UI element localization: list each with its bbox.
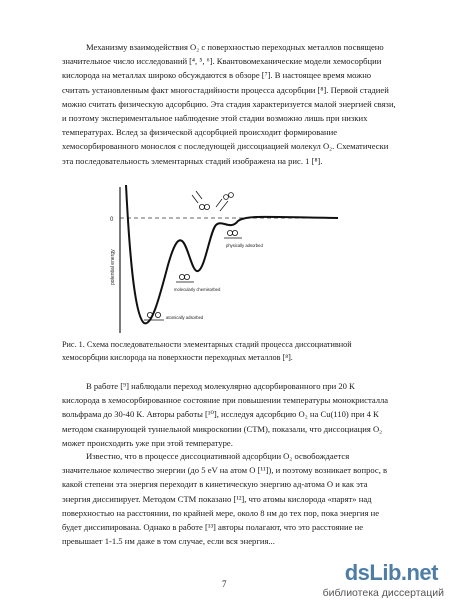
text-line: можно считать физическую адсорбцию. Эта стадия характеризуется малой энергией связи, xyxy=(62,98,396,109)
watermark-logo[interactable]: dsLib.net xyxy=(344,560,438,585)
text-line: значительное количество энергии (до 5 eV на атом O [¹¹]), и поэтому возникает вопрос, в xyxy=(62,465,388,476)
watermark-subtitle: библиотека диссертаций xyxy=(322,587,444,599)
paragraph-energy xyxy=(62,449,402,548)
trajectory-arrows-icon xyxy=(216,193,233,211)
potential-energy-curve xyxy=(126,185,338,323)
label-molecular: molecularly chemisorbed xyxy=(174,287,221,292)
text-line: какой степени эта энергия переходит в кинетическую энергию ад-атома O и как эта xyxy=(62,479,368,490)
zero-label: 0 xyxy=(110,217,114,223)
potential-energy-figure xyxy=(102,185,342,335)
caption-line: Рис. 1. Схема последовательности элементарных стадий процесса диссоциативной xyxy=(62,340,352,349)
text-line: Механизму взаимодействия O₂ с поверхностью переходных металлов посвящено xyxy=(86,42,384,52)
text-line: значительное число исследований [⁴, ⁵, ⁶]. Квантовомеханические модели хемосорбции xyxy=(62,56,382,67)
text-line: считать установленным факт многостадийности процесса адсорбции [⁸]. Первой стадией xyxy=(62,84,389,95)
text-line: В работе [⁹] наблюдали переход молекулярно адсорбированного при 20 К xyxy=(86,381,355,391)
text-line: вольфрама до 30-40 К. Авторы работы [¹⁰], исследуя адсорбцию O₂ на Cu(110) при 4 К xyxy=(62,409,379,420)
text-line: температурах. Вслед за физической адсорбцией происходит формирование xyxy=(62,127,338,138)
text-line: кислорода на металлах широко обсуждаются в обзоре [⁷]. В настоящее время можно xyxy=(62,70,372,81)
label-atomic: atomically adsorbed xyxy=(166,315,204,320)
caption-line: хемосорбции кислорода на поверхности переходных металлов [⁸]. xyxy=(62,352,293,362)
incoming-molecule-icon xyxy=(192,191,210,210)
text-line: кислорода в хемосорбированное состояние при повышении температуры монокристалла xyxy=(62,395,389,406)
page-number: 7 xyxy=(222,579,227,589)
chemisorbed-molecule-icon xyxy=(176,274,194,282)
label-physisorbed: physically adsorbed xyxy=(226,243,263,248)
text-line: и поэтому экспериментальное наблюдение этой стадии возможно лишь при низких xyxy=(62,113,368,124)
y-axis-label: potential energy xyxy=(110,249,116,285)
text-line: хемосорбированного монослоя с последующей диссоциацией молекул O₂. Схематически xyxy=(62,141,389,152)
text-line: поверхностью на расстоянии, по крайней мере, около 8 нм до тех пор, пока энергия не xyxy=(62,507,380,518)
text-line: Известно, что в процессе диссоциативной адсорбции O₂ освобождается xyxy=(86,451,350,461)
watermark[interactable] xyxy=(296,560,446,602)
paragraph-tungsten xyxy=(62,379,402,450)
text-line: энергия диссипирует. Методом СТМ показано [¹²], что атомы кислорода «парят» над xyxy=(62,493,372,504)
text-line: может происходить уже при этой температуре. xyxy=(62,437,233,448)
physisorbed-molecule-icon xyxy=(224,230,242,238)
text-line: эта последовательность элементарных стадий изображена на рис. 1 [⁸]. xyxy=(62,155,323,166)
text-line: методом сканирующей туннельной микроскопии (СТМ), показали, что диссоциация O₂ xyxy=(62,423,383,434)
paragraph-intro xyxy=(62,40,402,168)
text-line: превышает 1-1.5 нм даже в том случае, если вся энергия... xyxy=(62,536,275,547)
text-line: будет диссипирована. Однако в работе [¹³] авторы полагают, что это расстояние не xyxy=(62,522,364,533)
figure-caption xyxy=(62,339,402,364)
